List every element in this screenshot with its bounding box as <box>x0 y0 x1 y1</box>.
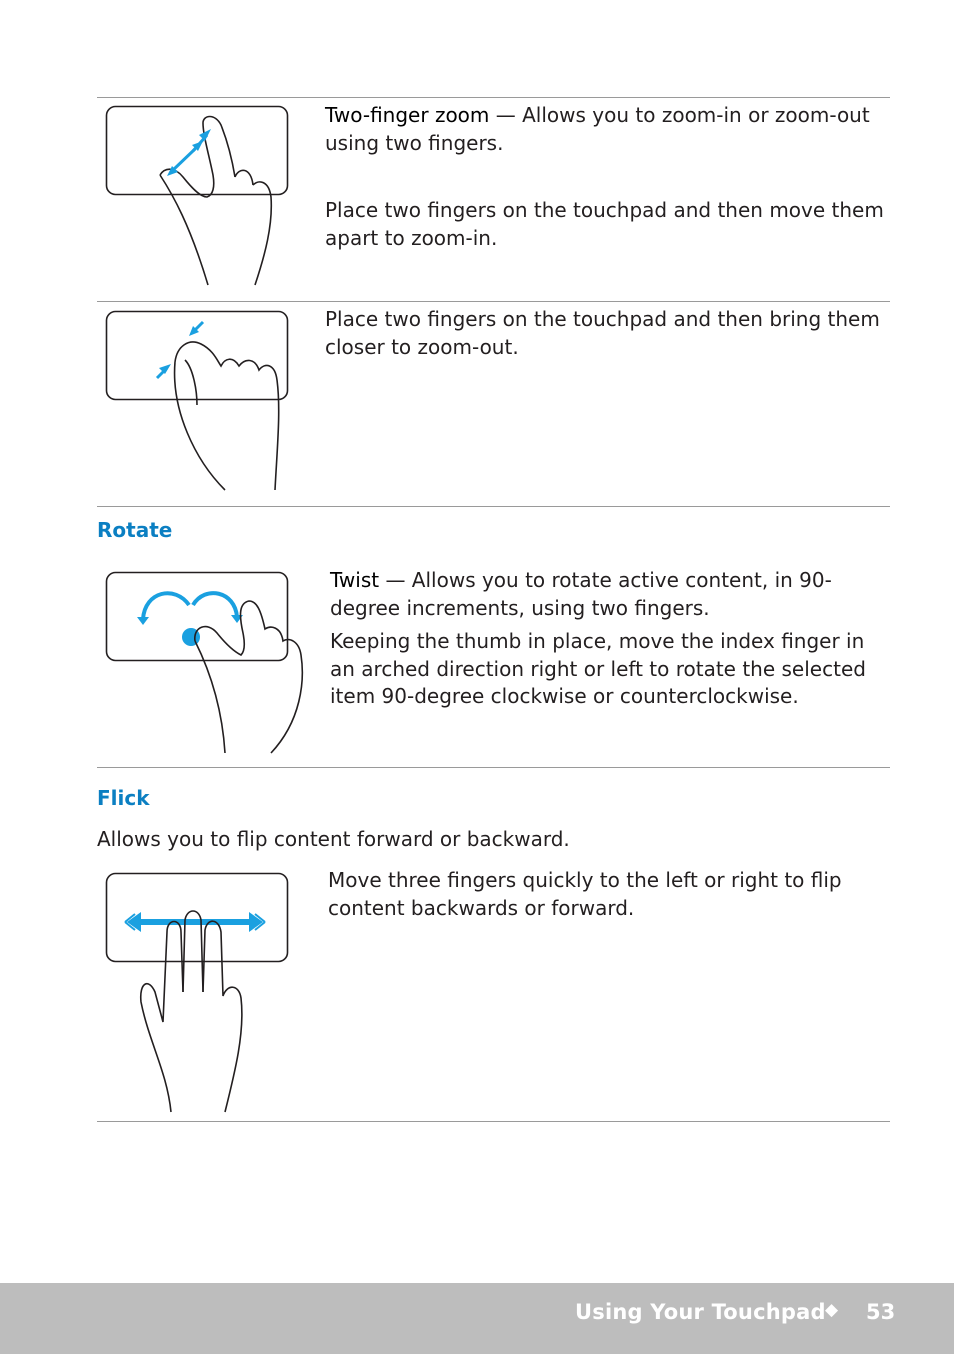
footer-section-title: Using Your Touchpad <box>575 1300 826 1324</box>
page-number: 53 <box>866 1300 896 1324</box>
zoom-description <box>325 102 885 157</box>
rotate-illustration <box>105 571 310 756</box>
flick-illustration <box>105 872 290 1117</box>
page-footer <box>0 1283 954 1354</box>
divider <box>97 767 890 768</box>
divider <box>97 506 890 507</box>
rotate-heading: Rotate <box>97 518 173 542</box>
rotate-description <box>330 567 890 622</box>
rotate-detail: Keeping the thumb in place, move the index finger in an arched direction right or left to rotate the selected item 90-degree clockwise or counterclockwise. <box>330 629 866 708</box>
zoom-in-illustration <box>105 105 290 290</box>
divider <box>97 1121 890 1122</box>
flick-intro: Allows you to flip content forward or backward. <box>97 827 570 851</box>
rotate-term: Twist <box>330 568 380 592</box>
diamond-icon: ◆ <box>825 1300 839 1320</box>
divider <box>97 301 890 302</box>
zoom-out-illustration <box>105 310 290 495</box>
rotate-desc: — Allows you to rotate active content, in 90-degree increments, using two fingers. <box>330 568 832 620</box>
zoom-term: Two-finger zoom <box>325 103 490 127</box>
flick-detail: Move three fingers quickly to the left or right to flip content backwards or forward. <box>328 868 842 920</box>
flick-heading: Flick <box>97 786 150 810</box>
zoom-desc: — Allows you to zoom-in or zoom-out using two fingers. <box>325 103 870 155</box>
divider <box>97 97 890 98</box>
zoom-out-text: Place two fingers on the touchpad and then bring them closer to zoom-out. <box>325 307 880 359</box>
zoom-in-text: Place two fingers on the touchpad and then move them apart to zoom-in. <box>325 198 884 250</box>
